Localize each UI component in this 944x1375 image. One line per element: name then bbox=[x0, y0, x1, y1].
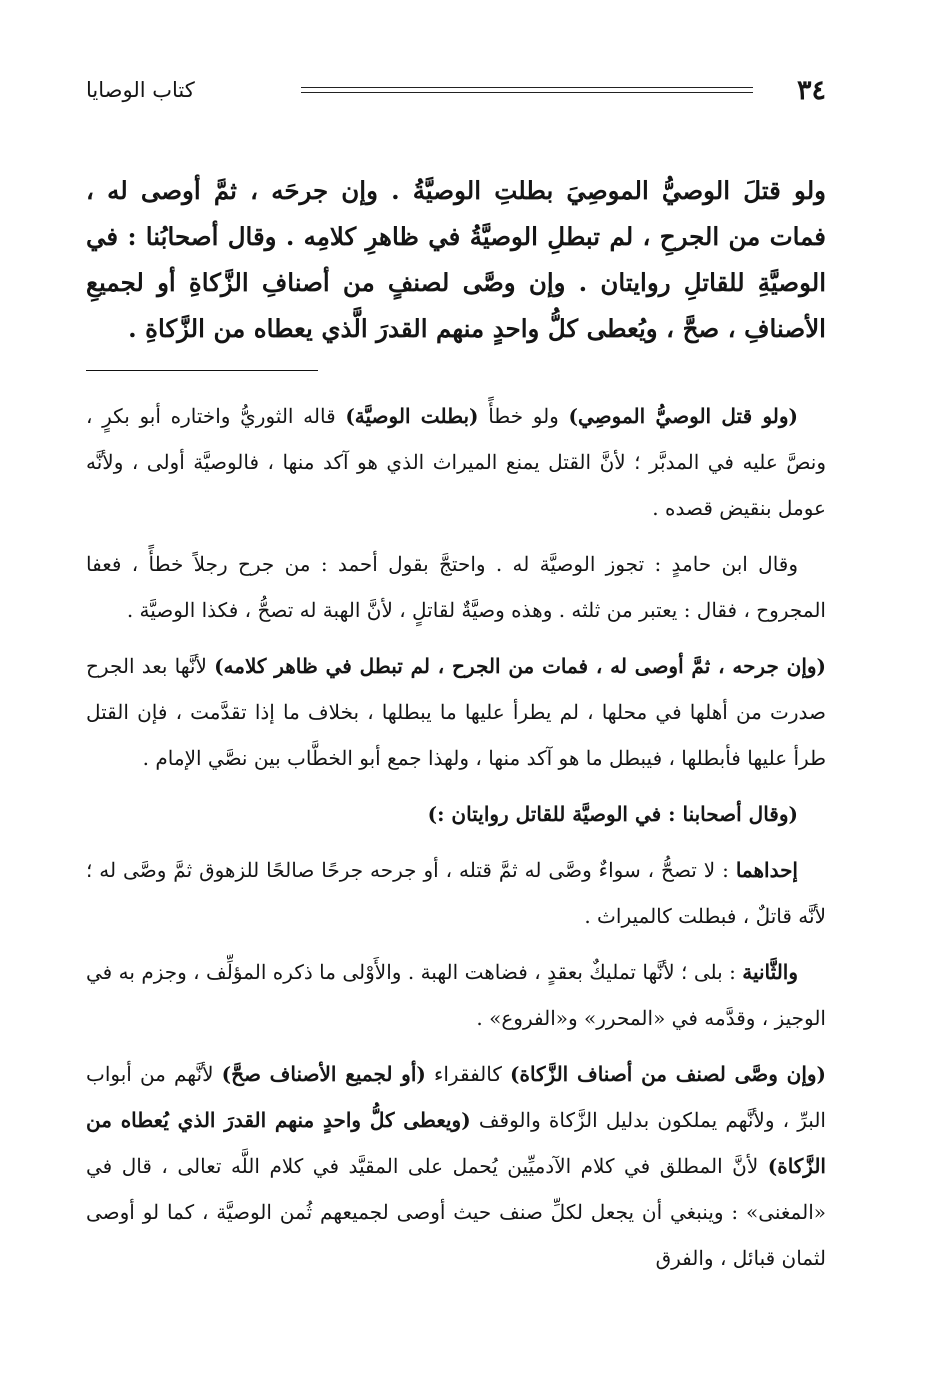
commentary-text: كالفقراء bbox=[425, 1062, 510, 1086]
commentary-text: : بلى ؛ لأنَّها تمليكٌ بعقدٍ ، فضاهت الهبة . والأَوْلى ما ذكره المؤلِّف ، وجزم به في الوجيز ، وقدَّمه في «المحرر» و«الفروع» . bbox=[86, 960, 826, 1030]
commentary-text: قاله الثوريُّ واختاره أبو بكرٍ ، ونصَّ عليه في المدبَّر ؛ لأنَّ القتل يمنع الميراث الذي هو آكد منها ، فالوصيَّة أولى ، ولأنَّه عومل بنقيض قصده . bbox=[86, 404, 826, 520]
page-number: ٣٤ bbox=[796, 74, 826, 106]
main-text-block bbox=[86, 168, 826, 352]
commentary-paragraph bbox=[86, 847, 826, 939]
commentary-text: لأنَّ المطلق في كلام الآدميِّين يُحمل على المقيَّد في كلام اللَّه تعالى ، قال في «المغنى» : وينبغي أن يجعل لكلِّ صنف حيث أوصى لجميعهم ثُمن الوصيَّة ، كما لو أوصى لثمان قبائل ، والفرق bbox=[86, 1154, 826, 1270]
commentary-paragraph bbox=[86, 643, 826, 781]
text-divider bbox=[86, 370, 318, 371]
commentary-block bbox=[86, 393, 826, 1281]
commentary-text: : لا تصحُّ ، سواءٌ وصَّى له ثمَّ قتله ، أو جرحه جرحًا صالحًا للزهوق ثمَّ وصَّى له ؛ لأنَّه قاتلٌ ، فبطلت كالميراث . bbox=[86, 858, 826, 928]
bold-quote: والثَّانية bbox=[742, 960, 798, 984]
commentary-text: وقال ابن حامدٍ : تجوز الوصيَّة له . واحتجَّ بقول أحمد : من جرح رجلاً خطأً ، فعفا المجروح ، فقال : يعتبر من ثلثه . وهذه وصيَّةٌ لقاتلٍ ، لأنَّ الهبة له تصحُّ ، فكذا الوصيَّة . bbox=[86, 552, 826, 622]
book-title: كتاب الوصايا bbox=[86, 78, 195, 102]
commentary-text: لأنَّها بعد الجرح صدرت من أهلها في محلها ، لم يطرأ عليها ما يبطلها ، بخلاف ما إذا تقدَّمت ، فإن القتل طرأ عليها فأبطلها ، فيبطل ما هو آكد منها ، ولهذا جمع أبو الخطَّاب بين نصَّي الإمام . bbox=[86, 654, 826, 770]
commentary-text: ولو خطأً bbox=[478, 404, 569, 428]
bold-quote: (بطلت الوصيَّة) bbox=[345, 404, 479, 428]
running-header bbox=[86, 70, 826, 110]
bold-quote: (ولو قتل الوصيُّ الموصِي) bbox=[568, 404, 798, 428]
bold-quote: (أو لجميع الأصناف صحَّ) bbox=[221, 1062, 426, 1086]
bold-quote: (ويعطى كلُّ واحدٍ منهم القدرَ الذي يُعطاه من الزَّكاة) bbox=[86, 1108, 826, 1178]
commentary-paragraph bbox=[86, 1051, 826, 1281]
bold-quote: (وإن وصَّى لصنف من أصناف الزَّكاة) bbox=[510, 1062, 826, 1086]
commentary-paragraph bbox=[86, 541, 826, 633]
commentary-paragraph bbox=[86, 949, 826, 1041]
commentary-text: لأنَّهم من أبواب البرِّ ، ولأنَّهم يملكون بدليل الزَّكاة والوقف bbox=[86, 1062, 826, 1132]
bold-quote: (وإن جرحه ، ثمَّ أوصى له ، فمات من الجرح ، لم تبطل في ظاهر كلامه) bbox=[214, 654, 826, 678]
commentary-paragraph bbox=[86, 393, 826, 531]
commentary-paragraph bbox=[86, 791, 826, 837]
header-rule bbox=[301, 87, 753, 93]
main-text: ولو قتلَ الوصيُّ الموصِيَ بطلتِ الوصيَّةُ . وإن جرحَه ، ثمَّ أوصى له ، فمات من الجرحِ ، لم تبطلِ الوصيَّةُ في ظاهرِ كلامِه . وقال أصحابُنا : في الوصيَّةِ للقاتلِ روايتان . وإن وصَّى لصنفٍ من أصنافِ الزَّكاةِ أو لجميعِ الأصنافِ ، صحَّ ، ويُعطى كلُّ واحدٍ منهم القدرَ الَّذي يعطاه من الزَّكاةِ . bbox=[86, 176, 826, 343]
bold-quote: (وقال أصحابنا : في الوصيَّة للقاتل روايتان :) bbox=[427, 802, 798, 826]
bold-quote: إحداهما bbox=[735, 858, 798, 882]
